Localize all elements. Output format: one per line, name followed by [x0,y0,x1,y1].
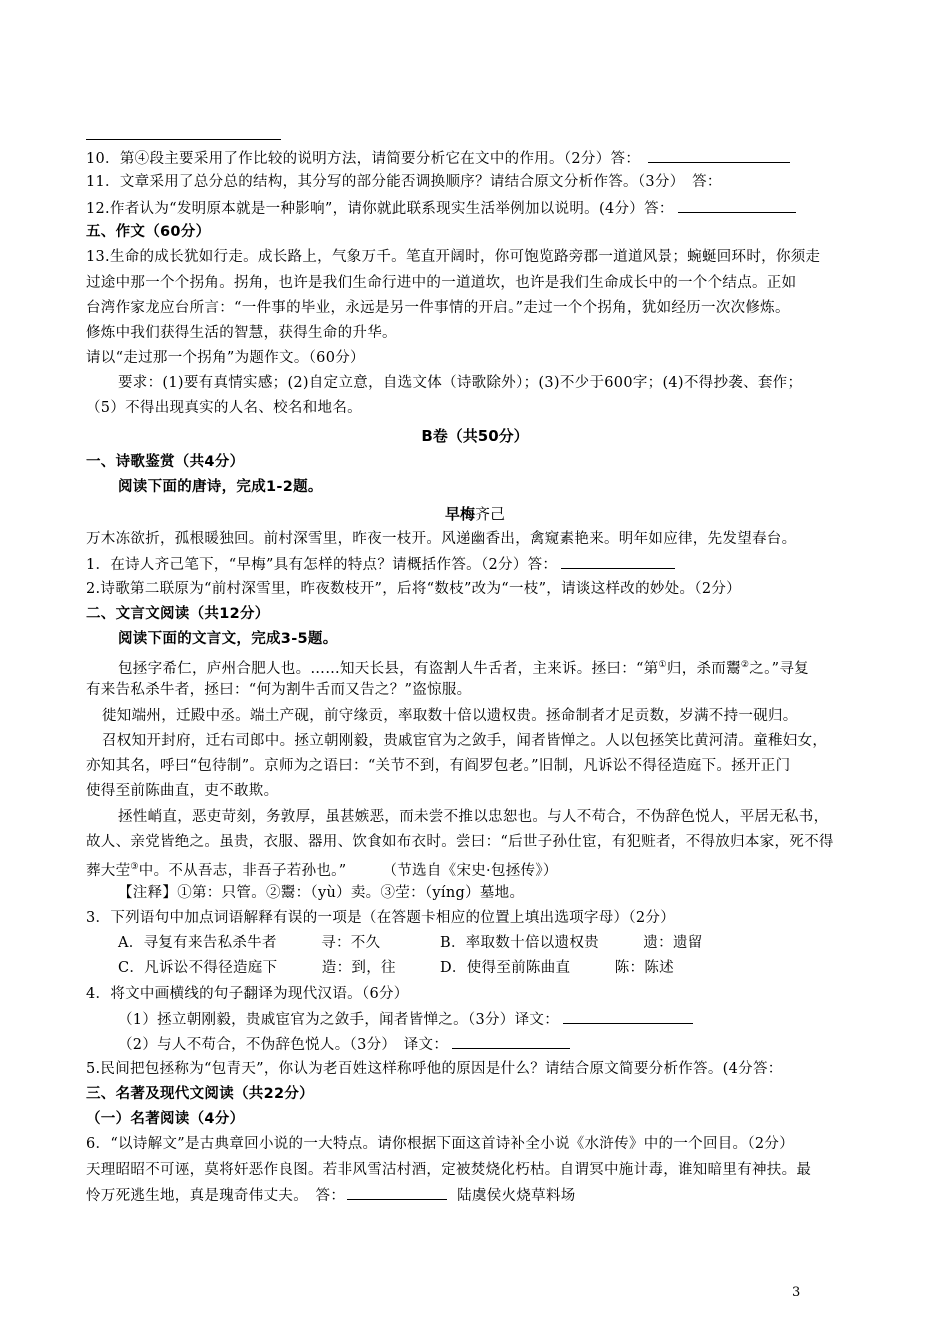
classical-section-heading: 二、文言文阅读（共12分） [86,606,270,622]
answer-blank[interactable] [561,554,675,569]
poetry-instructions: 阅读下面的唐诗，完成1-2题。 [118,479,323,495]
reading-section-heading: 三、名著及现代文阅读（共22分） [86,1086,314,1102]
option-a: A．寻复有来告私杀牛者 寻：不久 [118,935,381,951]
note-marker: ③ [130,862,139,872]
option-c: C．凡诉讼不得径造庭下 造：到，往 [118,960,396,976]
poem-text: 万木冻欲折，孤根暖独回。前村深雪里，昨夜一枝开。风递幽香出，禽窥素艳来。明年如应律，先发望春台。 [86,531,797,547]
chapter-title-part: 陆虞侯火烧草料场 [457,1188,576,1204]
classical-text-line: 使得至前陈曲直，吏不敢欺。 [86,783,279,799]
answer-blank[interactable] [678,198,796,213]
question-13-line: 过途中那一个个拐角。拐角，也许是我们生命行进中的一道道坎，也许是我们生命成长中的一个个结点。正如 [86,275,797,291]
note-marker: ① [658,660,667,670]
classical-text-line: 徙知端州，迁殿中丞。端土产砚，前守缘贡，率取数十倍以遗权贵。拯命制者才足贡数，岁满不持一砚归。 [102,708,798,724]
question-4-2: （2）与人不苟合，不伪辞色悦人。（3分） 译文： [118,1034,570,1055]
classical-text-line: 亦知其名，呼曰“包待制”。京师为之语曰：“关节不到，有阎罗包老。”旧制，凡诉讼不得径造庭下。拯开正门 [86,758,791,774]
option-d: D．使得至前陈曲直 陈：陈述 [440,960,674,976]
question-6-poem: 怜万死逃生地，真是瑰奇伟丈夫。 答： 陆虞侯火烧草料场 [86,1185,576,1206]
answer-blank[interactable] [452,1034,570,1049]
answer-blank[interactable] [347,1185,447,1200]
question-11: 11．文章采用了总分总的结构，其分写的部分能否调换顺序？请结合原文分析作答。（3分） 答： [86,174,722,190]
question-12: 12.作者认为“发明原本就是一种影响”，请你就此联系现实生活举例加以说明。(4分）答： [86,198,796,219]
classical-instructions: 阅读下面的文言文，完成3-5题。 [118,631,338,647]
question-5: 5.民间把包拯称为“包青天”，你认为老百姓这样称呼他的原因是什么？请结合原文简要分析作答。(4分答： [86,1061,783,1077]
question-4-1: （1）拯立朝刚毅，贵戚宦官为之敛手，闻者皆惮之。（3分）译文： [118,1009,693,1030]
question-13-line: 台湾作家龙应台所言：“一件事的毕业，永远是另一件事情的开启。”走过一个个拐角，犹如经历一次次修炼。 [86,300,790,316]
classical-text-line: 葬大茔③中。不从吾志，非吾子若孙也。” （节选自《宋史·包拯传》） [86,862,558,879]
classic-reading-subheading: （一）名著阅读（4分） [86,1111,245,1127]
classical-text-line: 召权知开封府，迁右司郎中。拯立朝刚毅，贵戚宦官为之敛手，闻者皆惮之。人以包拯笑比黄河清。童稚妇女， [102,733,828,749]
annotation-note: 【注释】①第：只管。②鬻：（yù）卖。③茔：（yíng）墓地。 [118,885,525,901]
page-number: 3 [792,1285,801,1300]
question-6: 6．“以诗解文”是古典章回小说的一大特点。请你根据下面这首诗补全小说《水浒传》中的一个回目。（2分） [86,1136,795,1152]
poetry-question-2: 2.诗歌第二联原为“前村深雪里，昨夜数枝开”，后将“数枝”改为“一枝”，请谈这样改的妙处。（2分） [86,581,741,597]
poetry-question-1: 1．在诗人齐己笔下，“早梅”具有怎样的特点？请概括作答。（2分）答： [86,554,675,575]
poetry-section-heading: 一、诗歌鉴赏（共4分） [86,454,245,470]
question-13-line: 13.生命的成长犹如行走。成长路上，气象万千。笔直开阔时，你可饱览路旁郡一道道风景；蜿蜒回环时，你须走 [86,249,821,265]
answer-blank[interactable] [648,148,790,163]
footnote-rule [86,139,281,140]
poem-title: 早梅齐己 [444,505,506,523]
answer-blank[interactable] [563,1009,693,1024]
question-6-poem: 天理昭昭不可诬，莫将奸恶作良图。若非风雪沽村酒，定被焚烧化朽枯。自谓冥中施计毒，谁知暗里有神扶。最 [86,1162,812,1178]
question-13-line: 修炼中我们获得生活的智慧，获得生命的升华。 [86,325,397,341]
essay-prompt: 请以“走过那一个拐角”为题作文。（60分） [86,350,365,366]
option-b: B．率取数十倍以遗权贵 遗：遗留 [440,935,703,951]
essay-requirements: （5）不得出现真实的人名、校名和地名。 [86,400,362,416]
classical-text-line: 有来告私杀牛者，拯曰：“何为割牛舌而又告之？”盗惊服。 [86,682,472,698]
classical-text-line: 故人、亲党皆绝之。虽贵，衣服、器用、饮食如布衣时。尝曰：“后世子孙仕宦，有犯赃者，不得放归本家，死不得 [86,834,834,850]
question-4: 4．将文中画横线的句子翻译为现代汉语。（6分） [86,986,409,1002]
note-marker: ② [740,660,750,670]
classical-text-line: 拯性峭直，恶吏苛刻，务敦厚，虽甚嫉恶，而未尝不推以忠恕也。与人不苟合，不伪辞色悦人，平居无私书， [118,809,829,825]
classical-text-line: 包拯字希仁，庐州合肥人也。……知天长县，有盗割人牛舌者，主来诉。拯曰：“第①归，杀而鬻②之。”寻复 [118,660,809,677]
section-5-heading: 五、作文（60分） [86,224,211,240]
question-3: 3．下列语句中加点词语解释有误的一项是（在答题卡相应的位置上填出选项字母）（2分） [86,910,675,926]
question-10: 10．第④段主要采用了作比较的说明方法，请简要分析它在文中的作用。（2分）答： [86,148,790,169]
essay-requirements: 要求：(1)要有真情实感；(2)自定立意，自选文体（诗歌除外）；(3)不少于600字；(4)不得抄袭、套作； [118,375,803,391]
section-b-title: B卷（共50分） [421,427,529,445]
